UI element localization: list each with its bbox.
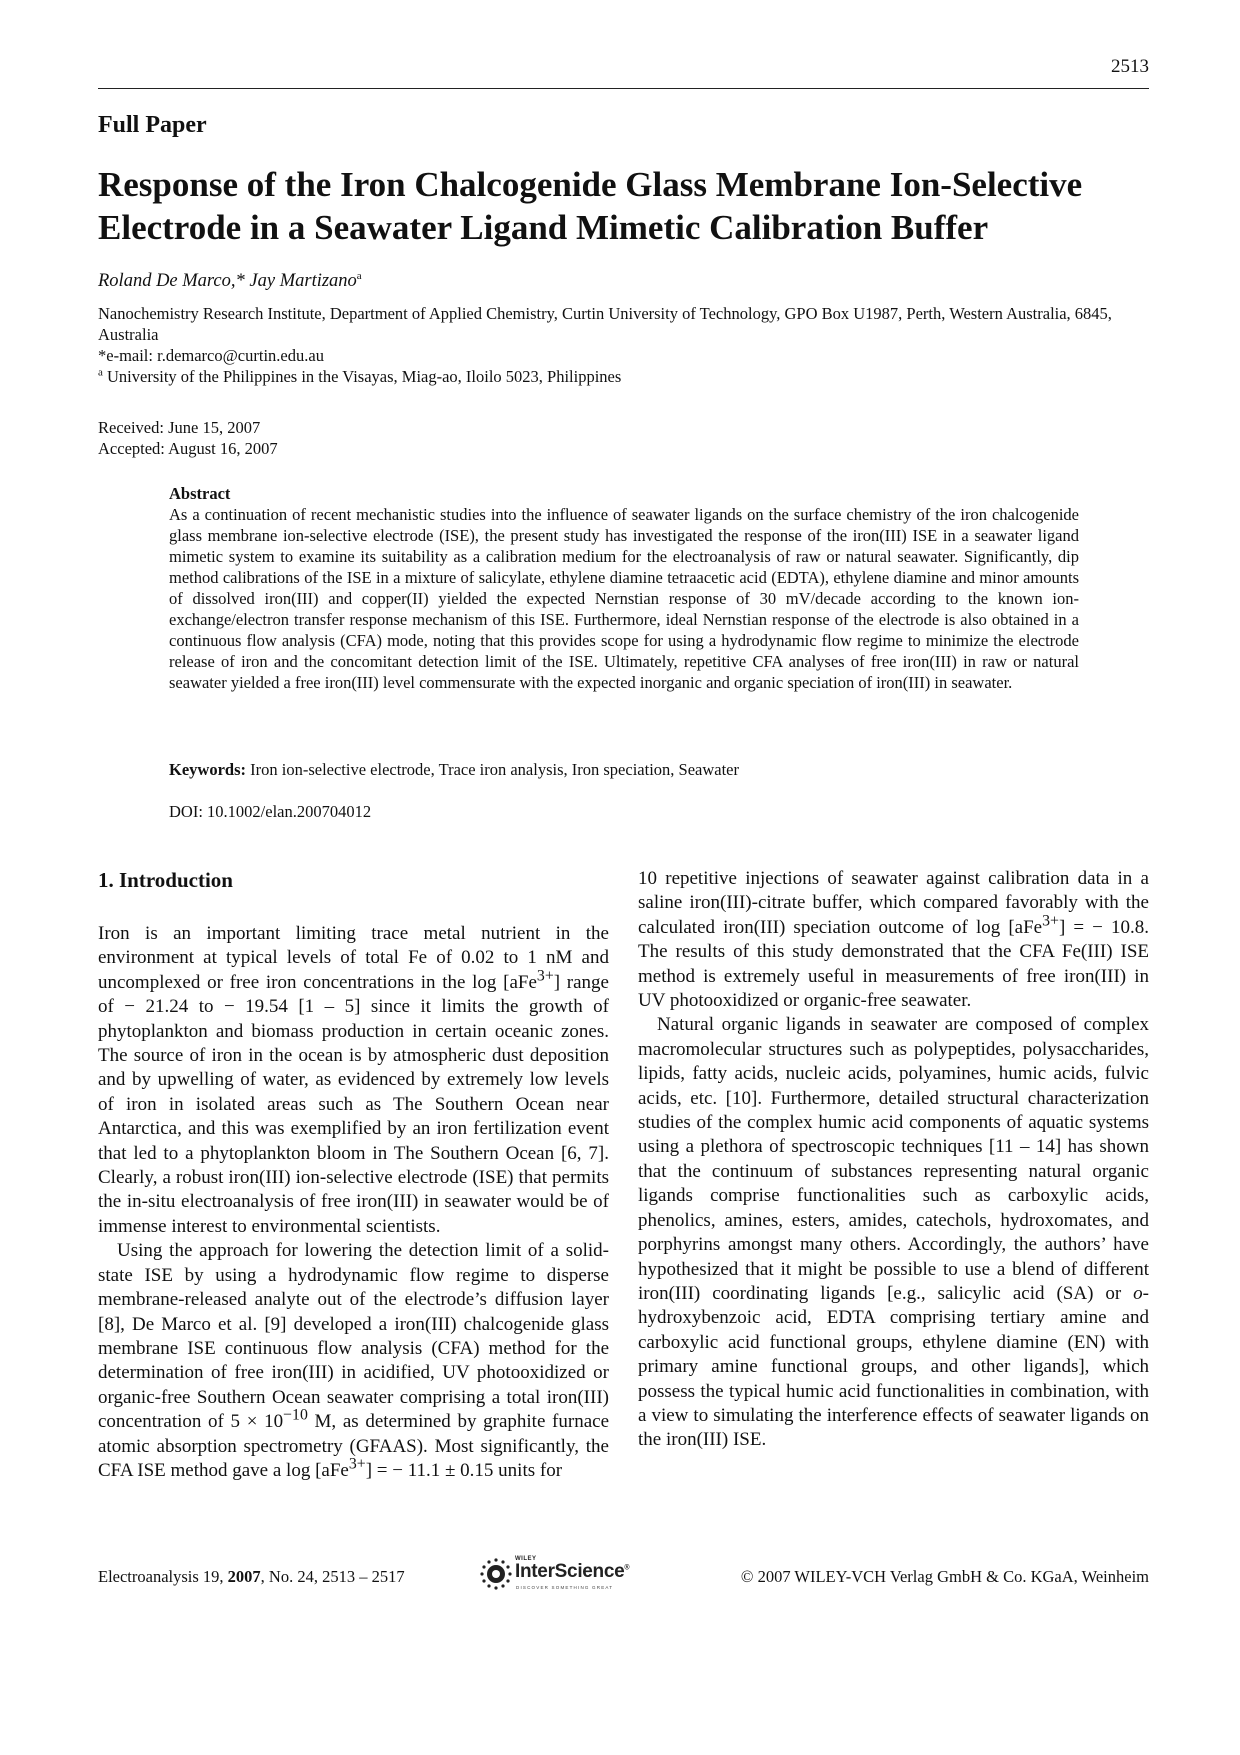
interscience-logo [478, 1553, 640, 1595]
logo-wiley-text: WILEY [515, 1556, 537, 1562]
keywords-label: Keywords: [169, 760, 246, 779]
globe-dots-icon [478, 1556, 514, 1592]
abstract-text: As a continuation of recent mechanistic studies into the influence of seawater ligands on the surface chemistry of the iron chalcogenide glass membrane ion-selective electrode (ISE), the present study has investigated the response of the iron(III) ISE in a seawater ligand mimetic system to examine its suitability as a calibration medium for the electroanalysis of raw or natural seawater. Significantly, dip method calibrations of the ISE in a mixture of salicylate, ethylene diamine tetraacetic acid (EDTA), ethylene diamine and minor amounts of dissolved iron(III) and copper(II) yielded the expected Nernstian response of 30 mV/decade according to the known ion-exchange/electron transfer response mechanism of this ISE. Furthermore, ideal Nernstian response of the electrode is also obtained in a continuous flow analysis (CFA) mode, noting that this provides scope for using a hydrodynamic flow regime to minimize the electrode release of iron and the concomitant detection limit of the ISE. Ultimately, repetitive CFA analyses of free iron(III) in raw or natural seawater yielded a free iron(III) level commensurate with the expected inorganic and organic speciation of iron(III) in seawater. [169, 505, 1079, 692]
paragraph: Iron is an important limiting trace metal nutrient in the environment at typical levels of total Fe of 0.02 to 1 nM and uncomplexed or free iron concentrations in the log [aFe$^{3+}$] range of − 21.24 to − 19.54 [1 – 5] since it limits the growth of phytoplankton and biomass production in certain oceanic zones. The source of iron in the ocean is by atmospheric dust deposition and by upwelling of water, as evidenced by extremely low levels of iron in isolated areas such as The Southern Ocean near Antarctica, and this was exemplified by an iron fertilization event that led to a phytoplankton bloom in The Southern Ocean [6, 7]. Clearly, a robust iron(III) ion-selective electrode (ISE) that permits the in-situ electroanalysis of free iron(III) in seawater would be of immense interest to environmental scientists. [98, 923, 609, 1237]
abstract [169, 483, 1079, 693]
keywords-text: Iron ion-selective electrode, Trace iron analysis, Iron speciation, Seawater [250, 760, 739, 779]
affiliation-secondary-text: University of the Philippines in the Visayas, Miag-ao, Iloilo 5023, Philippines [107, 367, 622, 386]
paragraph: Natural organic ligands in seawater are composed of complex macromolecular structures such as polypeptides, polysaccharides, lipids, fatty acids, nucleic acids, polyamines, humic acids, fulvic acids, etc. [10]. Furthermore, detailed structural characterization studies of the complex humic acid components of aquatic systems using a plethora of spectroscopic techniques [11 – 14] has shown that the continuum of substances representing natural organic ligands comprise functionalities such as carboxylic acids, phenolics, amines, esters, amides, catechols, hydroxomates, and porphyrins amongst many others. Accordingly, the authors’ have hypothesized that it might be possible to use a blend of different iron(III) coordinating ligands [e.g., salicylic acid (SA) or o-hydroxybenzoic acid, EDTA comprising tertiary amine and carboxylic acid functional groups, ethylene diamine (EN) with primary amine functional groups, and other ligands], which possess the typical humic acid functionalities in combination, with a view to simulating the interference effects of seawater ligands on the iron(III) ISE. [638, 1014, 1149, 1451]
paper-title: Response of the Iron Chalcogenide Glass Membrane Ion-Selective Electrode in a Seawater Ligand Mimetic Calibration Buffer [98, 165, 1083, 247]
affiliation-mark: a [98, 366, 103, 379]
logo-tagline: DISCOVER SOMETHING GREAT [516, 1585, 614, 1590]
doi: DOI: 10.1002/elan.200704012 [169, 802, 372, 821]
author-2: Jay Martizano [249, 271, 357, 291]
accepted-date: Accepted: August 16, 2007 [98, 439, 278, 458]
authors [98, 271, 362, 292]
section-type: Full Paper [98, 112, 207, 138]
dates [98, 417, 278, 459]
header-rule [98, 88, 1149, 89]
affiliation-secondary [98, 366, 1153, 387]
author-email: *e-mail: r.demarco@curtin.edu.au [98, 346, 324, 365]
logo-brand-text: InterScience® [515, 1561, 630, 1582]
right-column [638, 867, 1149, 1453]
author-1: Roland De Marco, [98, 271, 236, 291]
paragraph: 10 repetitive injections of seawater against calibration data in a saline iron(III)-citrate buffer, which compared favorably with the calculated iron(III) speciation outcome of log [aFe$^{3+}$] = − 10.8. The results of this study demonstrated that the CFA Fe(III) ISE method is extremely useful in measurements of free iron(III) in UV photooxidized or organic-free seawater. [638, 868, 1149, 1012]
page-number: 2513 [1111, 56, 1149, 77]
abstract-heading: Abstract [169, 484, 231, 503]
journal-citation: Electroanalysis 19, 2007, No. 24, 2513 – 2517 [98, 1567, 405, 1586]
corresponding-mark: * [235, 271, 245, 291]
author-2-affiliation-mark: a [356, 269, 362, 282]
keywords [169, 760, 1079, 780]
received-date: Received: June 15, 2007 [98, 418, 261, 437]
paragraph: Using the approach for lowering the detection limit of a solid-state ISE by using a hydrodynamic flow regime to disperse membrane-released analyte out of the electrode’s diffusion layer [8], De Marco et al. [9] developed a iron(III) chalcogenide glass membrane ISE continuous flow analysis (CFA) method for the determination of free iron(III) in acidified, UV photooxidized or organic-free Southern Ocean seawater comprising a total iron(III) concentration of $5 \times 10^{-10}$ M, as determined by graphite furnace atomic absorption spectrometry (GFAAS). Most significantly, the CFA ISE method gave a log [aFe$^{3+}$] = − 11.1 ± 0.15 units for [98, 1240, 609, 1481]
left-column [98, 922, 609, 1483]
copyright: © 2007 WILEY-VCH Verlag GmbH & Co. KGaA, Weinheim [740, 1567, 1149, 1586]
affiliation-primary: Nanochemistry Research Institute, Department of Applied Chemistry, Curtin University of Technology, GPO Box U1987, Perth, Western Australia, 6845, Australia [98, 304, 1112, 344]
introduction-heading: 1. Introduction [98, 868, 233, 892]
